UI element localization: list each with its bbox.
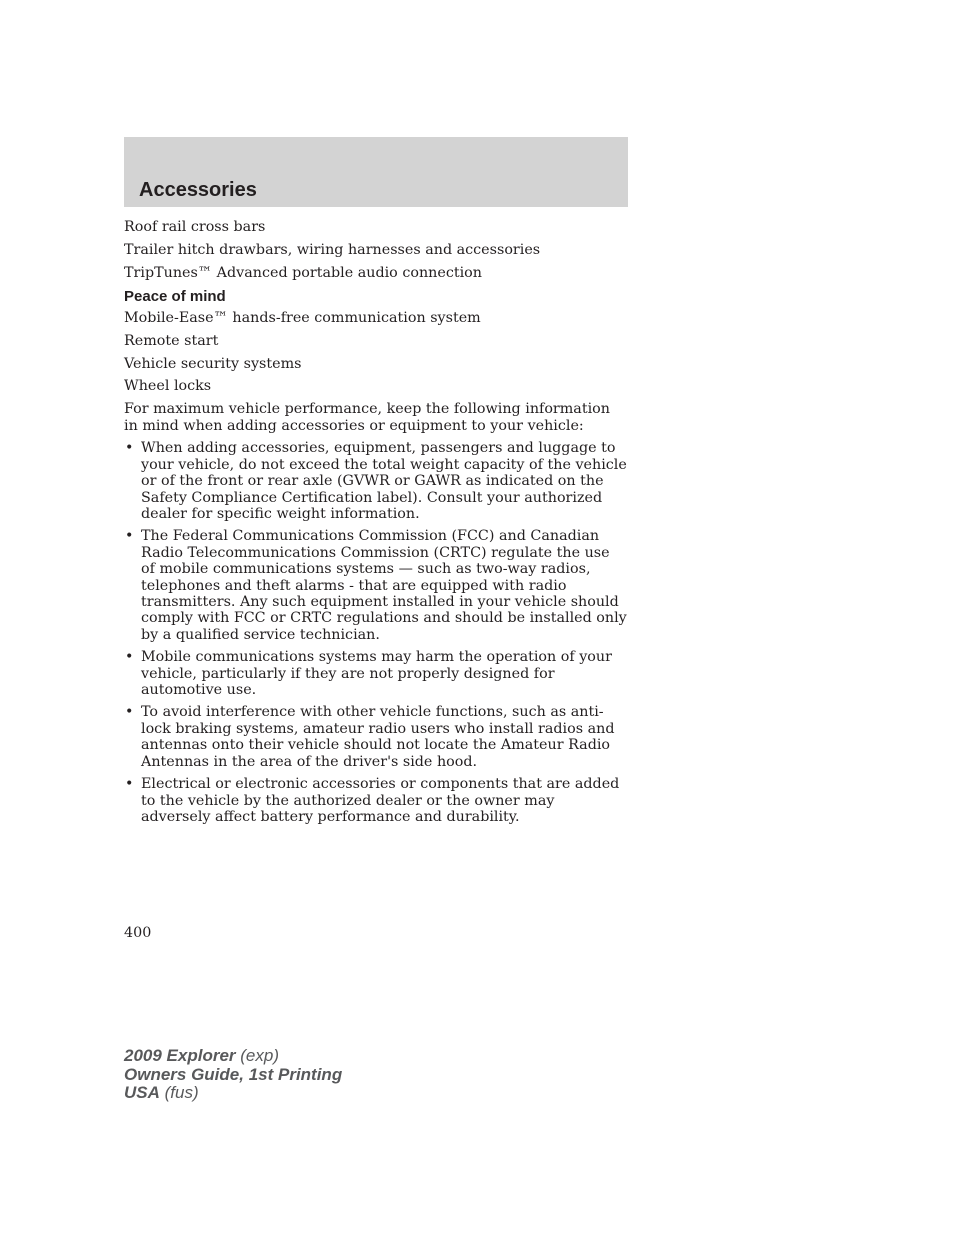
section-item: Wheel locks [124, 378, 212, 395]
bullet-list [124, 440, 628, 825]
document-footer [124, 1047, 342, 1103]
intro-item: Trailer hitch drawbars, wiring harnesses and accessories [124, 241, 541, 258]
bullet-item [124, 649, 628, 698]
footer-market-code: (fus) [164, 1083, 199, 1102]
bullet-icon: • [125, 704, 134, 721]
bullet-icon: • [125, 528, 134, 545]
footer-market: USA [124, 1083, 160, 1102]
section-item: Remote start [124, 332, 219, 349]
bullet-icon: • [125, 776, 134, 793]
main-content [124, 219, 628, 831]
intro-item: Roof rail cross bars [124, 219, 266, 235]
footer-line [124, 1047, 342, 1066]
intro-item: TripTunes™ Advanced portable audio connection [124, 264, 482, 281]
footer-line [124, 1084, 342, 1103]
footer-edition: Owners Guide, 1st Printing [124, 1064, 343, 1084]
section-item: Mobile-Ease™ hands-free communication system [124, 310, 481, 326]
section-item: Vehicle security systems [124, 355, 302, 372]
bullet-text: When adding accessories, equipment, passengers and luggage to your vehicle, do not exceed the total weight capacity of the vehicle or of the front or rear axle (GVWR or GAWR as indicated on the Safety Compliance Certification label). Consult your authorized dealer for specific weight information. [141, 440, 627, 523]
section-header-band [124, 137, 628, 207]
bullet-text: The Federal Communications Commission (FCC) and Canadian Radio Telecommunications Commission (CRTC) regulate the use of mobile communications systems — such as two-way radios, telephones and theft alarms - that are equipped with radio transmitters. Any such equipment installed in your vehicle should comply with FCC or CRTC regulations and should be installed only by a qualified service technician. [141, 528, 627, 643]
section-heading: Peace of mind [124, 288, 226, 305]
bullet-text: Mobile communications systems may harm the operation of your vehicle, particularly if they are not properly designed for automotive use. [141, 649, 612, 699]
bullet-icon: • [125, 440, 134, 457]
bullet-item [124, 440, 628, 522]
footer-model: 2009 Explorer [124, 1046, 236, 1065]
bullet-item [124, 528, 628, 643]
intro-paragraph: For maximum vehicle performance, keep the following information in mind when adding accessories or equipment to your vehicle: [124, 401, 610, 434]
page-title: Accessories [139, 179, 257, 201]
footer-line [124, 1066, 342, 1085]
bullet-item [124, 776, 628, 825]
bullet-item [124, 704, 628, 770]
bullet-text: To avoid interference with other vehicle functions, such as anti-lock braking systems, amateur radio users who install radios and antennas onto their vehicle should not locate the Amateur Radio Antennas in the area of the driver's side hood. [141, 704, 615, 770]
bullet-text: Electrical or electronic accessories or components that are added to the vehicle by the authorized dealer or the owner may adversely affect battery performance and durability. [141, 776, 620, 825]
page-number: 400 [124, 925, 152, 941]
bullet-icon: • [125, 649, 134, 666]
footer-model-code: (exp) [240, 1046, 279, 1065]
